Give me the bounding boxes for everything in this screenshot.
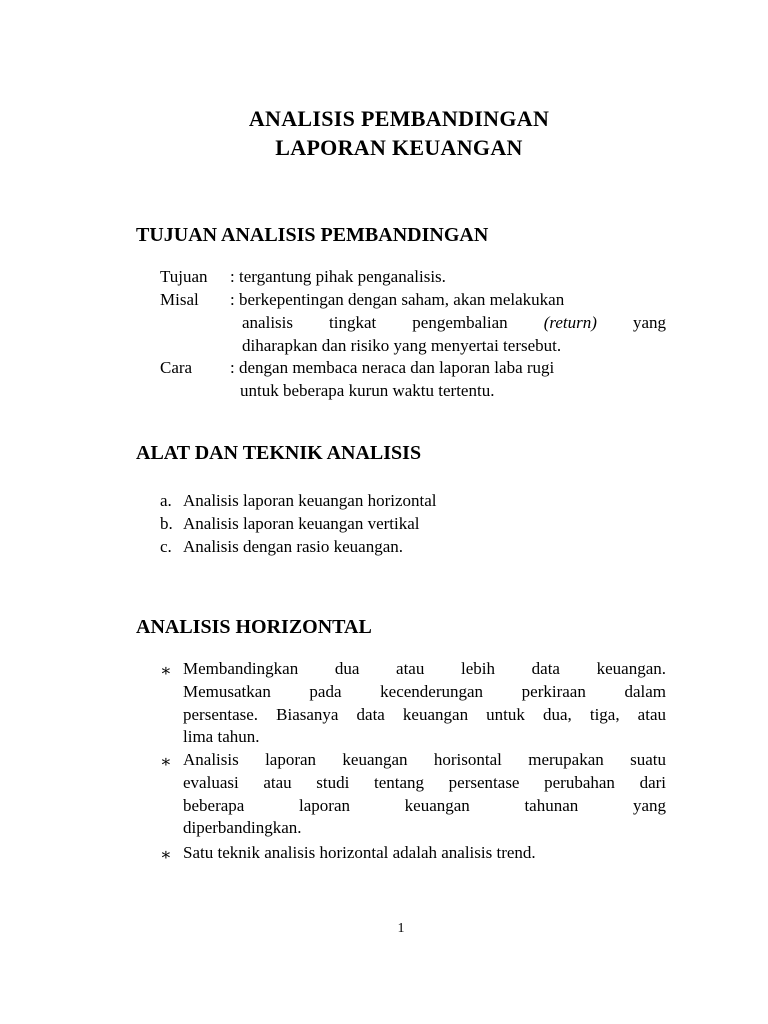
alat-item-a-marker: a. <box>160 491 172 510</box>
bullet-2-icon: ∗ <box>160 752 172 771</box>
misal-line-2-pre: analisis tingkat pengembalian <box>242 313 508 332</box>
bullet-1-line-1: Membandingkan dua atau lebih data keuangan. <box>183 659 666 678</box>
misal-line-2-post: yang <box>632 313 666 332</box>
label-tujuan: Tujuan <box>160 267 208 286</box>
bullet-2-line-2: evaluasi atau studi tentang persentase perubahan dari <box>183 773 666 792</box>
alat-item-c-marker: c. <box>160 537 172 556</box>
text-misal-line-2 <box>242 312 666 334</box>
alat-item-b: Analisis laporan keuangan vertikal <box>183 514 420 533</box>
bullet-2-line-4: diperbandingkan. <box>183 818 302 837</box>
bullet-2-line-3: beberapa laporan keuangan tahunan yang <box>183 796 666 815</box>
heading-alat-teknik: ALAT DAN TEKNIK ANALISIS <box>136 442 422 464</box>
label-misal: Misal <box>160 290 199 309</box>
document-title-line-1: ANALISIS PEMBANDINGAN <box>248 106 550 131</box>
bullet-3-icon: ∗ <box>160 845 172 864</box>
text-misal-line-1: : berkepentingan dengan saham, akan melakukan <box>230 290 565 309</box>
page-number: 1 <box>397 921 405 936</box>
document-title-line-2: LAPORAN KEUANGAN <box>275 135 523 160</box>
bullet-1-line-3: persentase. Biasanya data keuangan untuk dua, tiga, atau <box>183 705 666 724</box>
text-misal-line-3: diharapkan dan risiko yang menyertai tersebut. <box>242 336 562 355</box>
label-cara: Cara <box>160 358 193 377</box>
text-tujuan: : tergantung pihak penganalisis. <box>230 267 446 286</box>
alat-item-a: Analisis laporan keuangan horizontal <box>183 491 437 510</box>
misal-line-2-italic: (return) <box>543 313 597 332</box>
bullet-1-line-4: lima tahun. <box>183 727 260 746</box>
bullet-3-line-1: Satu teknik analisis horizontal adalah analisis trend. <box>183 843 536 862</box>
bullet-1-line-2: Memusatkan pada kecenderungan perkiraan dalam <box>183 682 666 701</box>
heading-tujuan: TUJUAN ANALISIS PEMBANDINGAN <box>136 224 489 246</box>
bullet-2-line-1: Analisis laporan keuangan horisontal merupakan suatu <box>183 750 666 769</box>
bullet-1-icon: ∗ <box>160 661 172 680</box>
heading-analisis-horizontal: ANALISIS HORIZONTAL <box>136 616 372 638</box>
text-cara-line-2: untuk beberapa kurun waktu tertentu. <box>240 381 495 400</box>
alat-item-c: Analisis dengan rasio keuangan. <box>183 537 403 556</box>
text-cara-line-1: : dengan membaca neraca dan laporan laba rugi <box>230 358 555 377</box>
alat-item-b-marker: b. <box>160 514 173 533</box>
